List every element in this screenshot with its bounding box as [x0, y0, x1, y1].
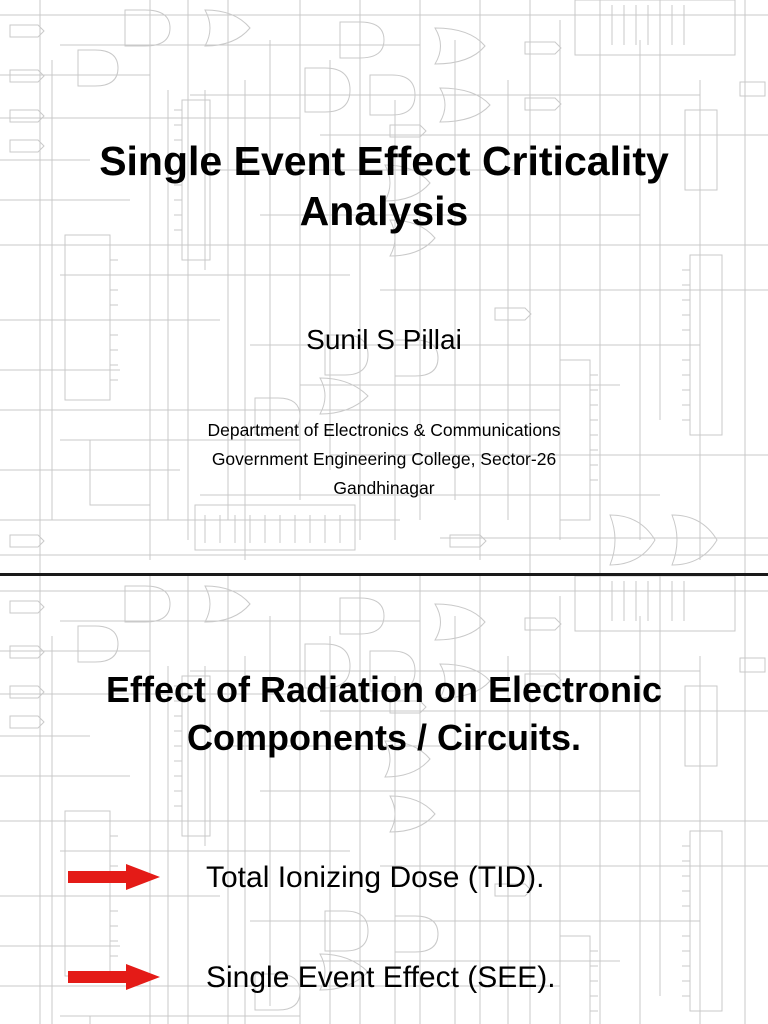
bullet-text: Total Ionizing Dose (TID). [206, 861, 545, 894]
bullet-text: Single Event Effect (SEE). [206, 961, 556, 994]
slide-title-line-1: Single Event Effect Criticality [99, 138, 669, 184]
affiliation-line-3: Gandhinagar [333, 478, 435, 498]
slide-title-line-2: Analysis [299, 188, 469, 234]
red-arrow-icon [68, 864, 160, 890]
circuit-schematic-background [0, 576, 768, 1024]
bullet-item [68, 858, 768, 898]
affiliation [0, 416, 768, 503]
affiliation-line-1: Department of Electronics & Communications [207, 420, 561, 440]
slide-title-line-1: Effect of Radiation on Electronic [105, 669, 663, 710]
author-name: Sunil S Pillai [306, 324, 462, 355]
slide-title-line-2: Components / Circuits. [186, 717, 582, 758]
content-slide [0, 576, 768, 1024]
red-arrow-icon [68, 964, 160, 990]
slide-title [0, 136, 768, 236]
slide-title [0, 666, 768, 762]
affiliation-line-2: Government Engineering College, Sector-26 [211, 449, 557, 469]
bullet-item [68, 958, 768, 998]
